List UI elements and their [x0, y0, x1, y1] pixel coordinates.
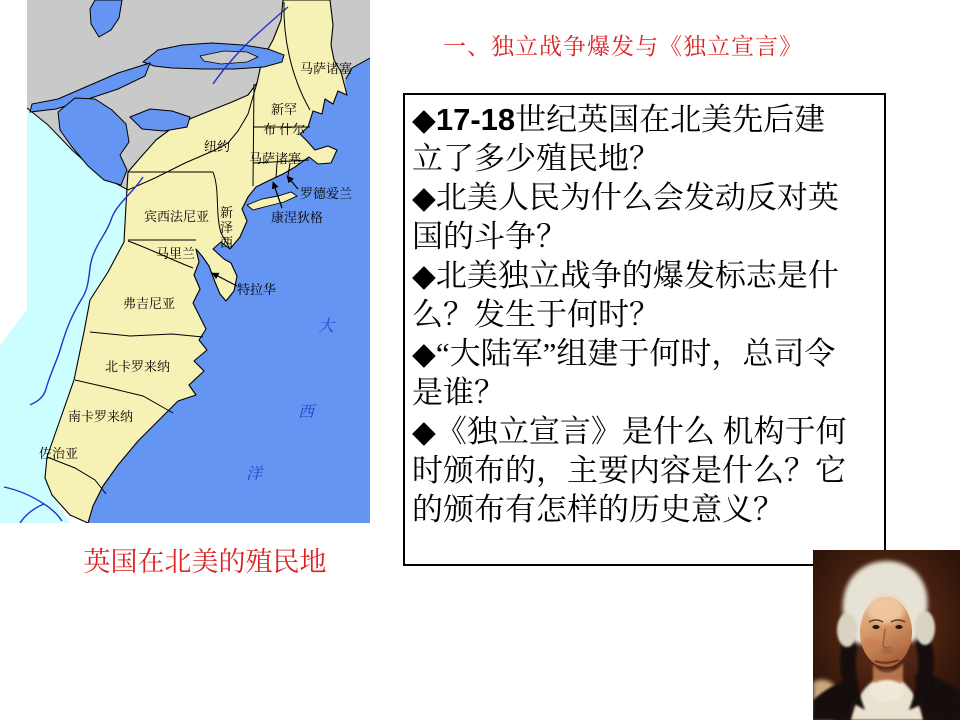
qa-text: ◆北美人民为什么会发动反对英 — [412, 180, 839, 215]
eye-left — [872, 625, 879, 629]
qa-text: 的颁布有怎样的历史意义？ — [412, 492, 784, 527]
qa-line — [412, 451, 877, 490]
hair-curl-right — [915, 611, 935, 645]
map-label: 弗吉尼亚 — [123, 296, 176, 311]
map-label: 北卡罗来纳 — [105, 359, 171, 374]
qa-text: 么？发生于何时？ — [412, 297, 660, 332]
map-label: 马萨诸塞 — [249, 151, 302, 166]
qa-text: ◆“大陆军”组建于何时，总司令 — [412, 336, 836, 371]
hair-curl-left — [837, 613, 857, 647]
qa-line — [412, 217, 877, 256]
ocean-name-char: 西 — [298, 404, 315, 421]
ocean-name-char: 洋 — [246, 466, 263, 483]
map-label: 特拉华 — [237, 282, 277, 297]
qa-line — [412, 100, 877, 139]
question-box — [403, 93, 886, 566]
qa-line — [412, 256, 877, 295]
qa-text: 世纪英国在北美先后建 — [515, 102, 826, 137]
map-label: 新泽西 — [220, 205, 234, 250]
qa-line — [412, 373, 877, 412]
qa-text: ◆《独立宣言》是什么 机构于何 — [412, 414, 847, 449]
cheek-right — [896, 636, 910, 646]
slide-title: 一、独立战争爆发与《独立宣言》 — [443, 34, 803, 59]
qa-lines — [412, 100, 877, 529]
qa-text: 国的斗争？ — [412, 219, 567, 254]
washington-portrait — [813, 550, 960, 720]
cravat — [870, 680, 904, 702]
qa-text: ◆北美独立战争的爆发标志是什 — [412, 258, 839, 293]
qa-text: ◆ — [412, 102, 436, 137]
qa-line — [412, 334, 877, 373]
map-label: 布 什尔 — [263, 122, 306, 137]
qa-bold-number: 17-18 — [435, 102, 516, 137]
map-label: 南卡罗来纳 — [68, 409, 134, 424]
map-caption: 英国在北美的殖民地 — [83, 547, 327, 577]
colonies-map-svg — [0, 0, 370, 523]
cheek-left — [863, 638, 877, 648]
qa-text: 时颁布的，主要内容是什么？它 — [412, 453, 846, 488]
qa-text: 立了多少殖民地？ — [412, 141, 660, 176]
map-label: 罗德爱兰 — [300, 186, 353, 201]
eye-right — [895, 625, 902, 629]
nose-shadow — [881, 649, 893, 654]
ocean-name-char: 大 — [318, 318, 335, 335]
map-label: 马里兰 — [156, 246, 196, 261]
qa-line — [412, 139, 877, 178]
map-label: 新罕 — [271, 102, 298, 117]
qa-line — [412, 412, 877, 451]
map-label: 宾西法尼亚 — [144, 209, 210, 224]
map-label: 康涅狄格 — [271, 210, 324, 225]
map-label: 马萨诸塞 — [300, 61, 353, 76]
map-label: 纽约 — [204, 139, 231, 154]
washington-portrait-svg — [813, 550, 960, 720]
qa-text: 是谁？ — [412, 375, 505, 410]
qa-line — [412, 295, 877, 334]
qa-line — [412, 178, 877, 217]
colonies-map — [0, 0, 370, 523]
map-label: 佐治亚 — [39, 446, 79, 461]
qa-line — [412, 490, 877, 529]
